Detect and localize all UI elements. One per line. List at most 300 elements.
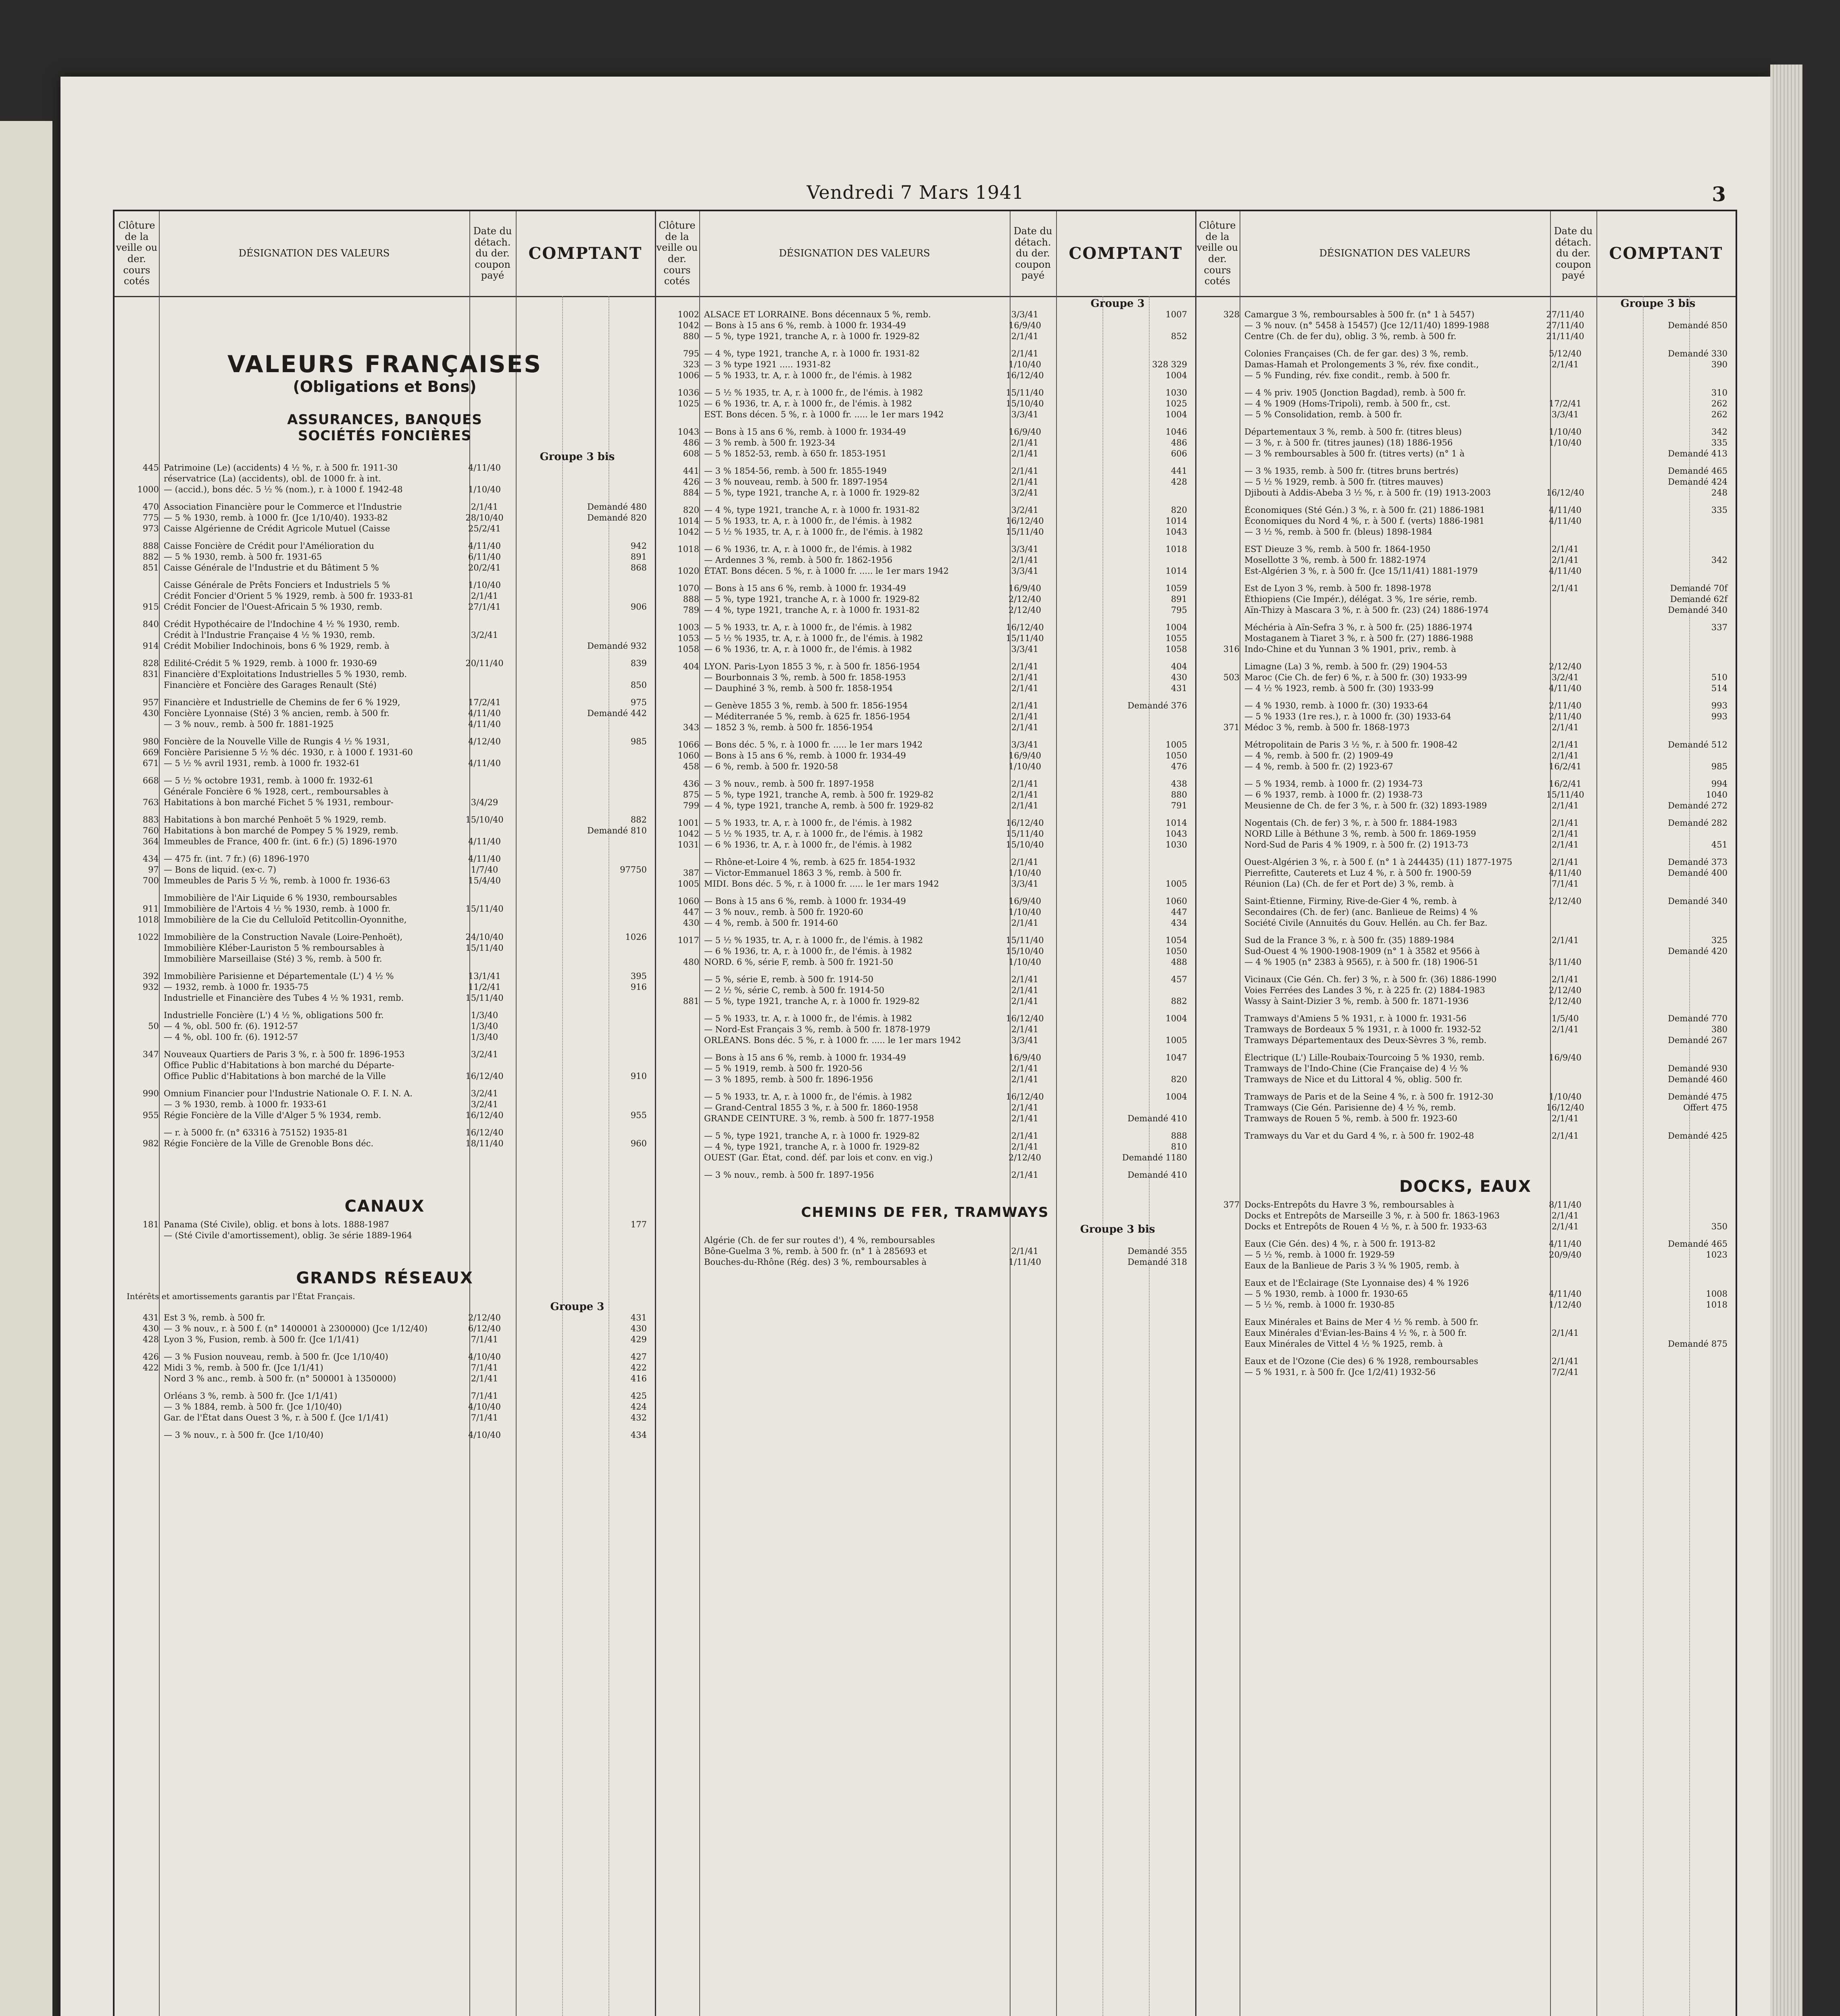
quotation-row xyxy=(655,388,1195,398)
cloture-value xyxy=(1195,1103,1244,1113)
designation-text: NORD. 6 %, série F, remb. à 500 fr. 1921-50 xyxy=(704,957,894,967)
coupon-date xyxy=(461,474,508,484)
quotation-row xyxy=(655,918,1195,928)
coupon-date xyxy=(1542,527,1588,537)
comptant-price: Demandé 272 xyxy=(1668,801,1727,810)
coupon-date xyxy=(1542,466,1588,476)
cloture-value xyxy=(1195,399,1244,409)
designation-text: — 3 % Fusion nouveau, remb. à 500 fr. (Jce 1/10/40) xyxy=(164,1352,388,1362)
cloture-value xyxy=(655,1053,704,1063)
comptant-price: 1018 xyxy=(1706,1300,1727,1310)
comptant-price: 960 xyxy=(630,1139,647,1148)
quotation-row xyxy=(655,331,1195,342)
designation-text: Financière et Foncière des Garages Renault (Sté) xyxy=(164,680,377,690)
comptant-price xyxy=(508,591,655,601)
header-date: Date du détach. du der. coupon payé xyxy=(1550,211,1597,296)
designation-text: — 6 % 1936, tr. A, r. à 1000 fr., de l'émis. à 1982 xyxy=(704,840,912,850)
quotation-row xyxy=(1195,751,1736,761)
comptant-price xyxy=(1588,566,1736,576)
cloture-value xyxy=(655,683,704,694)
designation-text: — 4 ½ % 1923, remb. à 500 fr. (30) 1933-99 xyxy=(1244,683,1434,693)
designation-text: Edilité-Crédit 5 % 1929, remb. à 1000 fr. 1930-69 xyxy=(164,658,377,668)
cloture-value xyxy=(1195,1239,1244,1249)
coupon-date: 15/4/40 xyxy=(468,876,501,885)
quotation-row xyxy=(1195,935,1736,946)
designation-text: — 5 %, type 1921, tranche A, r. à 1000 fr. 1929-82 xyxy=(704,1131,920,1141)
quotation-row xyxy=(1195,1092,1736,1102)
comptant-price: 328 329 xyxy=(1152,360,1187,369)
designation-text: Office Public d'Habitations à bon marché de la Ville xyxy=(164,1071,386,1081)
coupon-date xyxy=(1542,918,1588,928)
coupon-date: 2/12/40 xyxy=(468,1313,501,1322)
quotation-row xyxy=(1195,331,1736,342)
coupon-date: 1/10/40 xyxy=(1009,360,1041,369)
quotation-row xyxy=(1195,840,1736,850)
quotation-row xyxy=(655,868,1195,878)
comptant-price xyxy=(1048,555,1195,565)
comptant-price: 441 xyxy=(1171,466,1187,476)
coupon-date: 4/10/40 xyxy=(468,1402,501,1412)
comptant-price xyxy=(1588,907,1736,917)
quotation-row xyxy=(115,641,655,651)
cloture-value: 50 xyxy=(148,1021,159,1031)
cloture-value: 915 xyxy=(142,602,159,612)
quotation-row xyxy=(1195,1222,1736,1232)
cloture-value xyxy=(655,1170,704,1180)
designation-text: — 4 %, type 1921, tranche A, r. à 1000 fr. 1931-82 xyxy=(704,349,920,358)
designation-text: Médoc 3 %, remb. à 500 fr. 1868-1973 xyxy=(1244,723,1410,732)
coupon-date: 15/11/40 xyxy=(1006,829,1044,839)
designation-text: — 5 %, série E, remb. à 500 fr. 1914-50 xyxy=(704,975,873,984)
header-comptant: COMPTANT xyxy=(528,244,642,263)
cloture-value xyxy=(1195,840,1244,850)
quotation-row xyxy=(1195,1317,1736,1327)
cloture-value xyxy=(115,954,164,964)
designation-text: Est de Lyon 3 %, remb. à 500 fr. 1898-1978 xyxy=(1244,583,1432,593)
designation-text: Foncière de la Nouvelle Ville de Rungis 4 ½ % 1931, xyxy=(164,737,390,746)
comptant-price: 810 xyxy=(1171,1142,1187,1152)
cloture-value xyxy=(1195,1014,1244,1024)
quotation-row xyxy=(1195,1239,1736,1249)
cloture-value xyxy=(655,410,704,420)
cloture-value: 831 xyxy=(142,669,159,679)
designation-text: Limagne (La) 3 %, remb. à 500 fr. (29) 1904-53 xyxy=(1244,662,1448,671)
quotation-row xyxy=(655,673,1195,683)
comptant-price xyxy=(1048,868,1195,878)
coupon-date: 15/10/40 xyxy=(465,815,504,825)
quotation-row xyxy=(1195,310,1736,320)
designation-text: Nord 3 % anc., remb. à 500 fr. (n° 500001 à 1350000) xyxy=(164,1374,396,1383)
quotation-row xyxy=(655,1170,1195,1180)
cloture-value xyxy=(655,1075,704,1085)
comptant-price: 1014 xyxy=(1165,566,1187,576)
cloture-value: 97 xyxy=(148,865,159,875)
coupon-date xyxy=(1542,623,1588,633)
designation-text: — 5 % 1933 (1re res.), r. à 1000 fr. (30) 1933-64 xyxy=(1244,712,1451,721)
coupon-date: 4/11/40 xyxy=(468,758,501,768)
quotation-row xyxy=(1195,1339,1736,1349)
cloture-value xyxy=(655,1153,704,1163)
comptant-price: 425 xyxy=(630,1391,647,1401)
cloture-value xyxy=(655,1257,704,1267)
comptant-price xyxy=(1048,488,1195,498)
coupon-date: 2/1/41 xyxy=(1011,1114,1039,1123)
designation-text: — 6 %, remb. à 500 fr. 1920-58 xyxy=(704,762,838,771)
coupon-date: 7/1/41 xyxy=(1551,879,1579,889)
quotation-row xyxy=(655,594,1195,604)
designation-text: Aïn-Thizy à Mascara 3 %, r. à 500 fr. (23) (24) 1886-1974 xyxy=(1244,605,1489,615)
quotation-row xyxy=(115,1032,655,1042)
quotation-row xyxy=(115,1324,655,1334)
comptant-price: 795 xyxy=(1171,605,1187,615)
quotation-row xyxy=(115,1021,655,1031)
designation-text: — Ardennes 3 %, remb. à 500 fr. 1862-1956 xyxy=(704,555,892,565)
section-note: Intérêts et amortissements garantis par l'État Français. xyxy=(127,1291,355,1301)
coupon-date: 3/11/40 xyxy=(1549,957,1582,967)
coupon-date: 20/2/41 xyxy=(468,563,501,573)
section-heading: ASSURANCES, BANQUES xyxy=(287,412,482,428)
designation-text: — 4 %, type 1921, tranche A, remb. à 500 fr. 1929-82 xyxy=(704,801,934,810)
comptant-price xyxy=(1588,723,1736,733)
designation-text: Crédit Foncier de l'Ouest-Africain 5 % 1930, remb. xyxy=(164,602,383,612)
comptant-price: Demandé 424 xyxy=(1668,477,1727,487)
cloture-value xyxy=(115,580,164,590)
cloture-value: 1006 xyxy=(677,371,699,380)
designation-text: Patrimoine (Le) (accidents) 4 ½ %, r. à 500 fr. 1911-30 xyxy=(164,463,398,473)
comptant-price xyxy=(508,787,655,797)
quotation-row xyxy=(655,1246,1195,1256)
comptant-price: 428 xyxy=(1171,477,1187,487)
comptant-price: 390 xyxy=(1711,360,1727,369)
designation-text: Caisse Algérienne de Crédit Agricole Mutuel (Caisse xyxy=(164,524,390,533)
cloture-value xyxy=(1195,594,1244,604)
designation-text: Foncière Lyonnaise (Sté) 3 % ancien, remb. à 500 fr. xyxy=(164,708,390,718)
coupon-date: 16/12/40 xyxy=(1006,1014,1044,1023)
comptant-price xyxy=(508,580,655,590)
designation-text: Immeubles de Paris 5 ½ %, remb. à 1000 fr. 1936-63 xyxy=(164,876,390,885)
cloture-value: 1001 xyxy=(677,818,699,828)
designation-text: — 5 % 1934, remb. à 1000 fr. (2) 1934-73 xyxy=(1244,779,1423,789)
quotation-row xyxy=(115,1139,655,1149)
designation-text: Caisse Générale de Prêts Fonciers et Industriels 5 % xyxy=(164,580,390,590)
comptant-price xyxy=(1048,1103,1195,1113)
designation-text: Financière et Industrielle de Chemins de fer 6 % 1929, xyxy=(164,698,400,707)
quotation-row xyxy=(1195,516,1736,526)
designation-text: Secondaires (Ch. de fer) (anc. Banlieue de Reims) 4 % xyxy=(1244,907,1478,917)
coupon-date: 2/1/41 xyxy=(1011,1246,1039,1256)
designation-text: Eaux de la Banlieue de Paris 3 ¾ % 1905, remb. à xyxy=(1244,1261,1459,1270)
comptant-price xyxy=(508,993,655,1003)
quotation-row xyxy=(115,1128,655,1138)
coupon-date: 1/12/40 xyxy=(1549,1300,1582,1310)
coupon-date: 2/1/41 xyxy=(1011,1131,1039,1141)
coupon-date xyxy=(1542,1317,1588,1327)
cloture-value xyxy=(1195,1025,1244,1035)
coupon-date: 2/1/41 xyxy=(1551,818,1579,828)
quotation-row xyxy=(655,829,1195,839)
comptant-price: 262 xyxy=(1711,410,1727,419)
coupon-date xyxy=(1542,1261,1588,1271)
quotation-row xyxy=(655,505,1195,515)
designation-text: Habitations à bon marché de Pompey 5 % 1929, remb. xyxy=(164,826,398,835)
coupon-date: 2/12/40 xyxy=(1009,594,1041,604)
cloture-value: 1042 xyxy=(677,527,699,537)
cloture-value: 820 xyxy=(683,505,699,515)
group-label: Groupe 3 bis xyxy=(1080,1223,1155,1235)
designation-text: — 3 % 1930, remb. à 1000 fr. 1933-61 xyxy=(164,1100,327,1109)
cloture-value xyxy=(1195,1064,1244,1074)
cloture-value xyxy=(1195,360,1244,370)
coupon-date: 2/1/41 xyxy=(1551,1131,1579,1141)
coupon-date: 15/11/40 xyxy=(1006,633,1044,643)
coupon-date: 20/11/40 xyxy=(465,658,504,668)
quotation-row xyxy=(655,935,1195,946)
comptant-price: 451 xyxy=(1711,840,1727,850)
designation-text: EST. Bons décen. 5 %, r. à 1000 fr. ..... le 1er mars 1942 xyxy=(704,410,944,419)
designation-text: — Bons de liquid. (ex-c. 7) xyxy=(164,865,277,875)
quotation-row xyxy=(655,544,1195,554)
cloture-value xyxy=(1195,701,1244,711)
quotation-row xyxy=(1195,1261,1736,1271)
designation-text: Industrielle Foncière (L') 4 ½ %, obligations 500 fr. xyxy=(164,1010,384,1020)
quotation-row xyxy=(1195,896,1736,906)
quotation-row xyxy=(1195,879,1736,889)
coupon-date: 3/3/41 xyxy=(1011,410,1039,419)
comptant-price: 942 xyxy=(630,541,647,551)
quotation-row xyxy=(115,954,655,964)
designation-text: — 6 % 1936, tr. A, r. à 1000 fr., de l'émis. à 1982 xyxy=(704,544,912,554)
coupon-date xyxy=(461,915,508,925)
designation-text: Financière d'Exploitations Industrielles 5 % 1930, remb. xyxy=(164,669,407,679)
quotation-row xyxy=(115,602,655,612)
coupon-date xyxy=(461,776,508,786)
coupon-date: 2/1/41 xyxy=(1011,438,1039,448)
comptant-price xyxy=(1588,633,1736,644)
designation-text: NORD Lille à Béthune 3 %, remb. à 500 fr. 1869-1959 xyxy=(1244,829,1476,839)
coupon-date: 2/1/41 xyxy=(1011,790,1039,800)
comptant-price: 1025 xyxy=(1165,399,1187,408)
quotation-row xyxy=(115,1089,655,1099)
designation-text: — 5 % 1930, remb. à 1000 fr. (Jce 1/10/40). 1933-82 xyxy=(164,513,388,523)
comptant-price: 97750 xyxy=(620,865,647,875)
coupon-date: 2/1/41 xyxy=(1011,477,1039,487)
cloture-value xyxy=(1195,907,1244,917)
designation-text: — Méditerranée 5 %, remb. à 625 fr. 1856-1954 xyxy=(704,712,911,721)
comptant-price: 868 xyxy=(630,563,647,573)
quotation-row xyxy=(115,737,655,747)
cloture-value xyxy=(655,712,704,722)
designation-text: Tramways de Nice et du Littoral 4 %, oblig. 500 fr. xyxy=(1244,1075,1463,1084)
comptant-price: 427 xyxy=(630,1352,647,1362)
cloture-value xyxy=(1195,790,1244,800)
quotation-row xyxy=(1195,488,1736,498)
designation-text: — Dauphiné 3 %, remb. à 500 fr. 1858-1954 xyxy=(704,683,893,693)
quotation-row xyxy=(1195,975,1736,985)
comptant-price: 430 xyxy=(630,1324,647,1333)
coupon-date: 2/1/41 xyxy=(1551,857,1579,867)
comptant-price: 993 xyxy=(1711,712,1727,721)
coupon-date: 15/11/40 xyxy=(1006,527,1044,537)
coupon-date: 2/1/41 xyxy=(1011,857,1039,867)
comptant-price xyxy=(508,463,655,473)
cloture-value xyxy=(115,1060,164,1070)
coupon-date xyxy=(461,1060,508,1070)
comptant-price: 350 xyxy=(1711,1222,1727,1231)
comptant-price: 1014 xyxy=(1165,818,1187,828)
coupon-date: 1/5/40 xyxy=(1551,1014,1579,1023)
comptant-price: 1040 xyxy=(1706,790,1727,800)
comptant-price xyxy=(508,1060,655,1070)
quotation-row xyxy=(115,474,655,484)
cloture-value: 431 xyxy=(142,1313,159,1322)
designation-text: Eaux Minérales de Vittel 4 ½ % 1925, remb. à xyxy=(1244,1339,1443,1349)
designation-text: Eaux et de l'Éclairage (Ste Lyonnaise des) 4 % 1926 xyxy=(1244,1278,1469,1288)
comptant-price: Demandé 318 xyxy=(1127,1257,1187,1267)
cloture-value: 883 xyxy=(142,815,159,825)
designation-text: Algérie (Ch. de fer sur routes d'), 4 %, remboursables xyxy=(704,1235,935,1245)
coupon-date xyxy=(461,1220,508,1230)
designation-text: Caisse Foncière de Crédit pour l'Amélioration du xyxy=(164,541,374,551)
cloture-value xyxy=(1195,1289,1244,1299)
quotation-row xyxy=(655,583,1195,594)
quotation-row xyxy=(1195,1356,1736,1366)
comptant-price: 416 xyxy=(630,1374,647,1383)
comptant-price: 262 xyxy=(1711,399,1727,408)
quotation-row xyxy=(655,996,1195,1006)
designation-text: Pierrefitte, Cauterets et Luz 4 %, r. à 500 fr. 1900-59 xyxy=(1244,868,1472,878)
comptant-price xyxy=(508,1021,655,1031)
coupon-date: 16/9/40 xyxy=(1009,427,1041,437)
cloture-value: 840 xyxy=(142,619,159,629)
quotation-row xyxy=(655,1014,1195,1024)
header-designation: DÉSIGNATION DES VALEURS xyxy=(699,211,1011,296)
coupon-date xyxy=(1542,1075,1588,1085)
coupon-date: 2/1/41 xyxy=(1011,1170,1039,1180)
coupon-date: 1/10/40 xyxy=(1549,438,1582,448)
comptant-price: 1004 xyxy=(1165,410,1187,419)
coupon-date xyxy=(461,826,508,836)
designation-text: Tramways de Paris et de la Seine 4 %, r. à 500 fr. 1912-30 xyxy=(1244,1092,1494,1102)
designation-text: — Bons à 15 ans 6 %, remb. à 1000 fr. 1934-49 xyxy=(704,751,906,760)
quotation-row xyxy=(115,619,655,629)
comptant-price: Demandé 1180 xyxy=(1122,1153,1187,1162)
comptant-price xyxy=(508,1032,655,1042)
coupon-date: 13/1/41 xyxy=(468,971,501,981)
header-cloture: Clôture de la veille ou der. cours cotés xyxy=(655,211,700,296)
designation-text: Électrique (L') Lille-Roubaix-Tourcoing 5 % 1930, remb. xyxy=(1244,1053,1485,1062)
comptant-price: 404 xyxy=(1171,662,1187,671)
coupon-date: 28/10/40 xyxy=(465,513,504,523)
comptant-price: Demandé 810 xyxy=(587,826,647,835)
quotation-row xyxy=(1195,644,1736,654)
coupon-date: 15/11/40 xyxy=(1006,388,1044,398)
designation-text: Immobilière Kléber-Lauriston 5 % remboursables à xyxy=(164,943,385,953)
quotation-row xyxy=(655,449,1195,459)
cloture-value xyxy=(115,630,164,640)
cloture-value: 980 xyxy=(142,737,159,746)
cloture-value: 760 xyxy=(142,826,159,835)
comptant-price: 1004 xyxy=(1165,1014,1187,1023)
cloture-value xyxy=(115,1391,164,1401)
comptant-price: 1005 xyxy=(1165,740,1187,750)
designation-text: — 5 % 1933, tr. A, r. à 1000 fr., de l'émis. à 1982 xyxy=(704,1092,912,1102)
coupon-date: 2/1/41 xyxy=(1011,349,1039,358)
coupon-date: 3/4/29 xyxy=(471,798,498,807)
comptant-price: Demandé 512 xyxy=(1668,740,1727,750)
designation-text: LYON. Paris-Lyon 1855 3 %, r. à 500 fr. 1856-1954 xyxy=(704,662,921,671)
comptant-price: 434 xyxy=(1171,918,1187,928)
quotation-row xyxy=(1195,829,1736,839)
quotation-row xyxy=(655,907,1195,917)
cloture-value: 1018 xyxy=(677,544,699,554)
coupon-date: 17/2/41 xyxy=(468,698,501,707)
coupon-date: 5/12/40 xyxy=(1549,349,1582,358)
quotation-row xyxy=(115,1430,655,1440)
cloture-value: 1043 xyxy=(677,427,699,437)
cloture-value: 316 xyxy=(1223,644,1240,654)
coupon-date xyxy=(1542,605,1588,615)
book-page-edges xyxy=(1770,65,1802,2016)
coupon-date: 16/12/40 xyxy=(1006,623,1044,632)
running-title: Vendredi 7 Mars 1941 xyxy=(806,181,1024,203)
designation-text: — 3 % nouv., remb. à 500 fr. 1881-1925 xyxy=(164,719,334,729)
quotation-row xyxy=(115,904,655,914)
designation-text: Immeubles de France, 400 fr. (int. 6 fr.) (5) 1896-1970 xyxy=(164,837,397,846)
quotation-row xyxy=(655,477,1195,487)
quotation-row xyxy=(1195,594,1736,604)
cloture-value xyxy=(1195,918,1244,928)
designation-text: — 5 % Consolidation, remb. à 500 fr. xyxy=(1244,410,1402,419)
comptant-price: 1004 xyxy=(1165,623,1187,632)
quotation-row xyxy=(655,1092,1195,1102)
designation-text: — Bourbonnais 3 %, remb. à 500 fr. 1858-1953 xyxy=(704,673,906,682)
designation-text: — 5 ½ % 1935, tr. A, r. à 1000 fr., de l'émis. à 1982 xyxy=(704,388,923,398)
designation-text: Sud de la France 3 %, r. à 500 fr. (35) 1889-1984 xyxy=(1244,935,1455,945)
quotation-row xyxy=(115,1100,655,1110)
cloture-value xyxy=(115,1128,164,1138)
coupon-date: 2/1/41 xyxy=(1551,751,1579,760)
coupon-date: 2/1/41 xyxy=(1011,918,1039,928)
cloture-value: 1070 xyxy=(677,583,699,593)
cloture-value xyxy=(1195,1035,1244,1045)
quotation-row xyxy=(1195,505,1736,515)
cloture-value xyxy=(655,1035,704,1045)
header-date: Date du détach. du der. coupon payé xyxy=(1010,211,1057,296)
coupon-date: 3/3/41 xyxy=(1011,740,1039,750)
comptant-price xyxy=(508,748,655,758)
quotation-row xyxy=(1195,371,1736,381)
cloture-value: 181 xyxy=(142,1220,159,1229)
cloture-value: 1005 xyxy=(677,879,699,889)
quotation-row xyxy=(1195,1025,1736,1035)
quotation-row xyxy=(115,1313,655,1323)
cloture-value xyxy=(1195,410,1244,420)
quotation-row xyxy=(655,712,1195,722)
comptant-price xyxy=(508,876,655,886)
cloture-value: 875 xyxy=(683,790,699,800)
comptant-price xyxy=(508,915,655,925)
quotation-row xyxy=(655,1257,1195,1267)
comptant-price: 975 xyxy=(630,698,647,707)
comptant-price xyxy=(1588,1356,1736,1366)
comptant-price xyxy=(508,854,655,864)
quotation-row xyxy=(1195,410,1736,420)
quotation-row xyxy=(655,438,1195,448)
cloture-value: 347 xyxy=(142,1050,159,1059)
cloture-value: 1003 xyxy=(677,623,699,632)
coupon-date: 2/1/41 xyxy=(1011,975,1039,984)
quotation-row xyxy=(115,524,655,534)
